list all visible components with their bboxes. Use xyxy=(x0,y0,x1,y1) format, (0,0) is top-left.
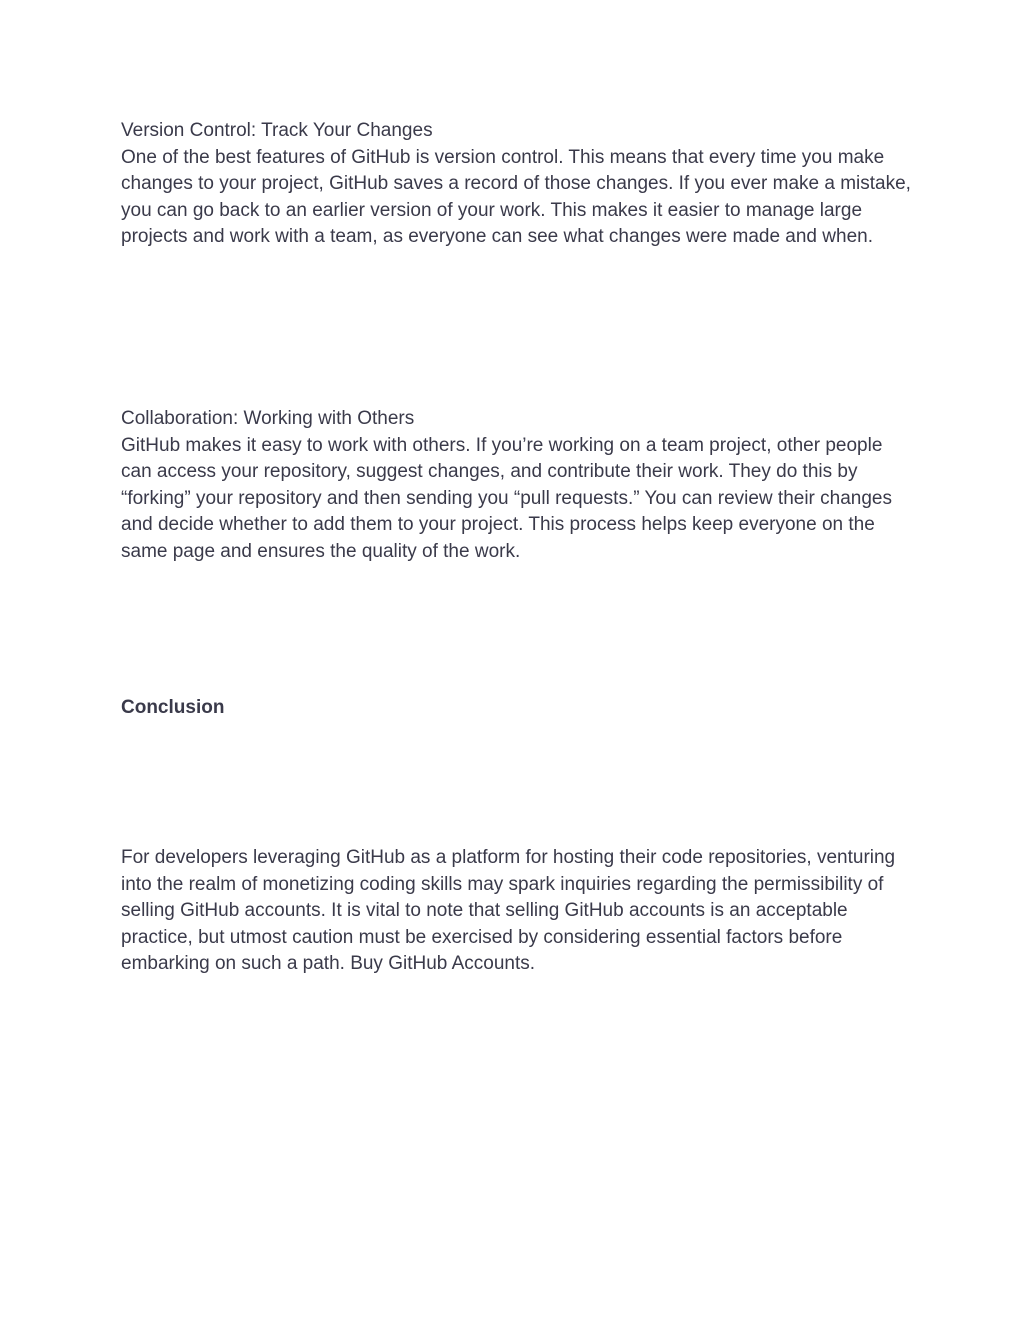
section-paragraph: GitHub makes it easy to work with others. If you’re working on a team project, other people can access your repository, suggest changes, and contribute their work. They do this by “forking” your repository and then sending you “pull requests.” You can review their changes and decide whether to add them to your project. This process helps keep everyone on the same page and ensures the quality of the work. xyxy=(121,434,892,562)
section-version-control xyxy=(121,118,911,251)
section-heading: Version Control: Track Your Changes xyxy=(121,120,433,141)
section-paragraph: One of the best features of GitHub is version control. This means that every time you make changes to your project, GitHub saves a record of those changes. If you ever make a mistake, you can go back to an earlier version of your work. This makes it easier to manage large projects and work with a team, as everyone can see what changes were made and when. xyxy=(121,146,911,248)
conclusion-paragraph: For developers leveraging GitHub as a platform for hosting their code repositories, venturing into the realm of monetizing coding skills may spark inquiries regarding the permissibility of selling GitHub accounts. It is vital to note that selling GitHub accounts is an acceptable practice, but utmost caution must be exercised by considering essential factors before embarking on such a path. Buy GitHub Accounts. xyxy=(121,847,896,975)
conclusion-section xyxy=(121,845,911,978)
section-heading: Collaboration: Working with Others xyxy=(121,408,415,429)
section-collaboration xyxy=(121,406,911,566)
conclusion-heading: Conclusion xyxy=(121,697,225,718)
